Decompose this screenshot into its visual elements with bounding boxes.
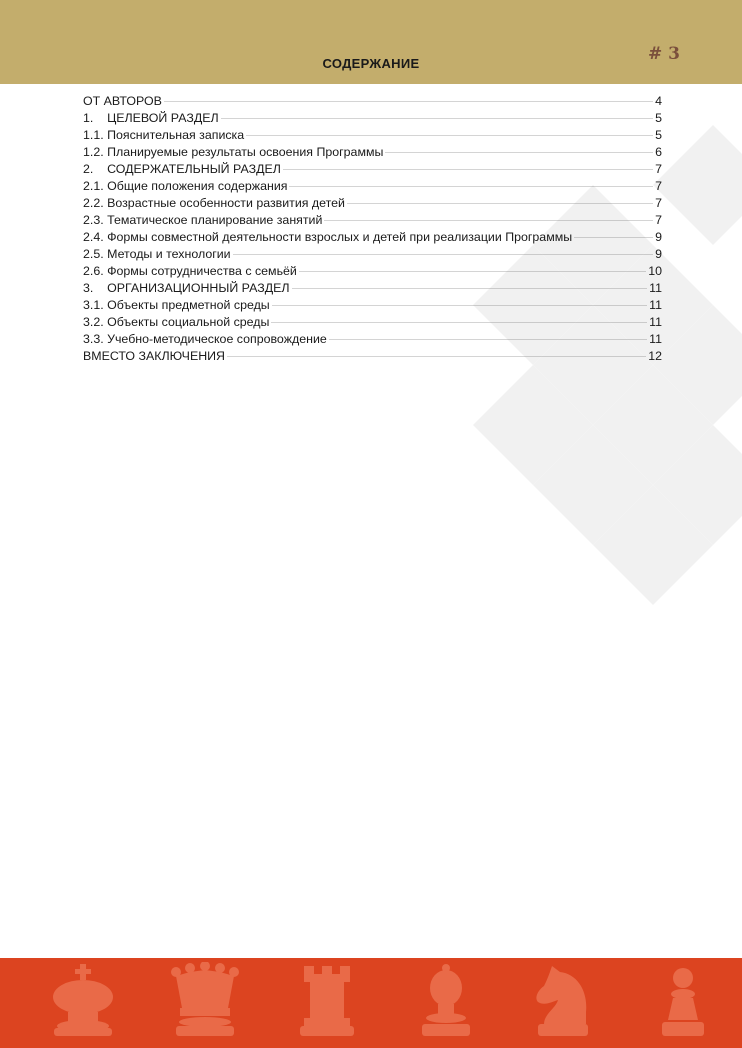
toc-entry-page: 9 — [655, 247, 662, 261]
toc-entry-page: 11 — [649, 332, 662, 346]
toc-entry[interactable] — [83, 127, 662, 144]
rook-icon — [298, 962, 356, 1040]
toc-entry[interactable] — [83, 229, 662, 246]
knight-icon — [530, 962, 594, 1040]
king-icon — [46, 962, 120, 1040]
toc-entry-page: 11 — [649, 315, 662, 329]
queen-icon — [168, 962, 242, 1040]
pawn-icon — [658, 962, 708, 1040]
dot-leader — [329, 339, 647, 340]
toc-entry-title: 2. СОДЕРЖАТЕЛЬНЫЙ РАЗДЕЛ — [83, 162, 281, 176]
toc-entry[interactable] — [83, 297, 662, 314]
toc-entry-page: 7 — [655, 179, 662, 193]
table-of-contents — [83, 93, 662, 365]
toc-entry-title: 2.1. Общие положения содержания — [83, 179, 288, 193]
toc-entry[interactable] — [83, 314, 662, 331]
dot-leader — [233, 254, 654, 255]
toc-entry-title: 2.6. Формы сотрудничества с семьёй — [83, 264, 297, 278]
dot-leader — [272, 305, 647, 306]
toc-entry-page: 4 — [655, 94, 662, 108]
toc-entry[interactable] — [83, 246, 662, 263]
toc-entry-page: 9 — [655, 230, 662, 244]
toc-entry-page: 10 — [648, 264, 662, 278]
dot-leader — [246, 135, 653, 136]
toc-entry[interactable] — [83, 144, 662, 161]
toc-entry-page: 12 — [648, 349, 662, 363]
dot-leader — [289, 186, 653, 187]
toc-entry[interactable] — [83, 212, 662, 229]
toc-entry[interactable] — [83, 195, 662, 212]
dot-leader — [324, 220, 653, 221]
toc-entry[interactable] — [83, 331, 662, 348]
toc-entry[interactable] — [83, 178, 662, 195]
toc-entry-title: ВМЕСТО ЗАКЛЮЧЕНИЯ — [83, 349, 226, 363]
dot-leader — [271, 322, 647, 323]
toc-entry[interactable] — [83, 263, 662, 280]
dot-leader — [347, 203, 653, 204]
dot-leader — [292, 288, 648, 289]
toc-entry-title: ОТ АВТОРОВ — [83, 94, 162, 108]
toc-entry-page: 7 — [655, 213, 662, 227]
dot-leader — [221, 118, 653, 119]
toc-entry[interactable] — [83, 348, 662, 365]
page-number: # 3 — [648, 44, 680, 64]
dot-leader — [385, 152, 653, 153]
toc-entry-title: 2.4. Формы совместной деятельности взрослых и детей при реализации Программы — [83, 230, 573, 244]
dot-leader — [164, 101, 653, 102]
toc-entry-title: 3.2. Объекты социальной среды — [83, 315, 270, 329]
dot-leader — [283, 169, 653, 170]
toc-entry-page: 11 — [649, 298, 662, 312]
toc-entry-page: 6 — [655, 145, 662, 159]
toc-entry-page: 5 — [655, 128, 662, 142]
toc-entry-page: 5 — [655, 111, 662, 125]
toc-entry-title: 2.3. Тематическое планирование занятий — [83, 213, 323, 227]
dot-leader — [227, 356, 646, 357]
toc-entry[interactable] — [83, 161, 662, 178]
dot-leader — [299, 271, 646, 272]
toc-entry-title: 3. ОРГАНИЗАЦИОННЫЙ РАЗДЕЛ — [83, 281, 290, 295]
toc-entry-title: 1.2. Планируемые результаты освоения Программы — [83, 145, 384, 159]
toc-entry-title: 2.2. Возрастные особенности развития детей — [83, 196, 345, 210]
page-title: СОДЕРЖАНИЕ — [322, 56, 420, 71]
toc-entry[interactable] — [83, 280, 662, 297]
toc-entry-title: 3.3. Учебно-методическое сопровождение — [83, 332, 327, 346]
toc-entry-title: 1. ЦЕЛЕВОЙ РАЗДЕЛ — [83, 111, 219, 125]
bishop-icon — [416, 962, 476, 1040]
toc-entry-title: 2.5. Методы и технологии — [83, 247, 231, 261]
toc-entry-title: 3.1. Объекты предметной среды — [83, 298, 270, 312]
dot-leader — [574, 237, 653, 238]
toc-entry[interactable] — [83, 110, 662, 127]
toc-entry[interactable] — [83, 93, 662, 110]
header-band — [0, 0, 742, 84]
toc-entry-page: 11 — [649, 281, 662, 295]
toc-entry-page: 7 — [655, 162, 662, 176]
toc-entry-title: 1.1. Пояснительная записка — [83, 128, 245, 142]
toc-entry-page: 7 — [655, 196, 662, 210]
